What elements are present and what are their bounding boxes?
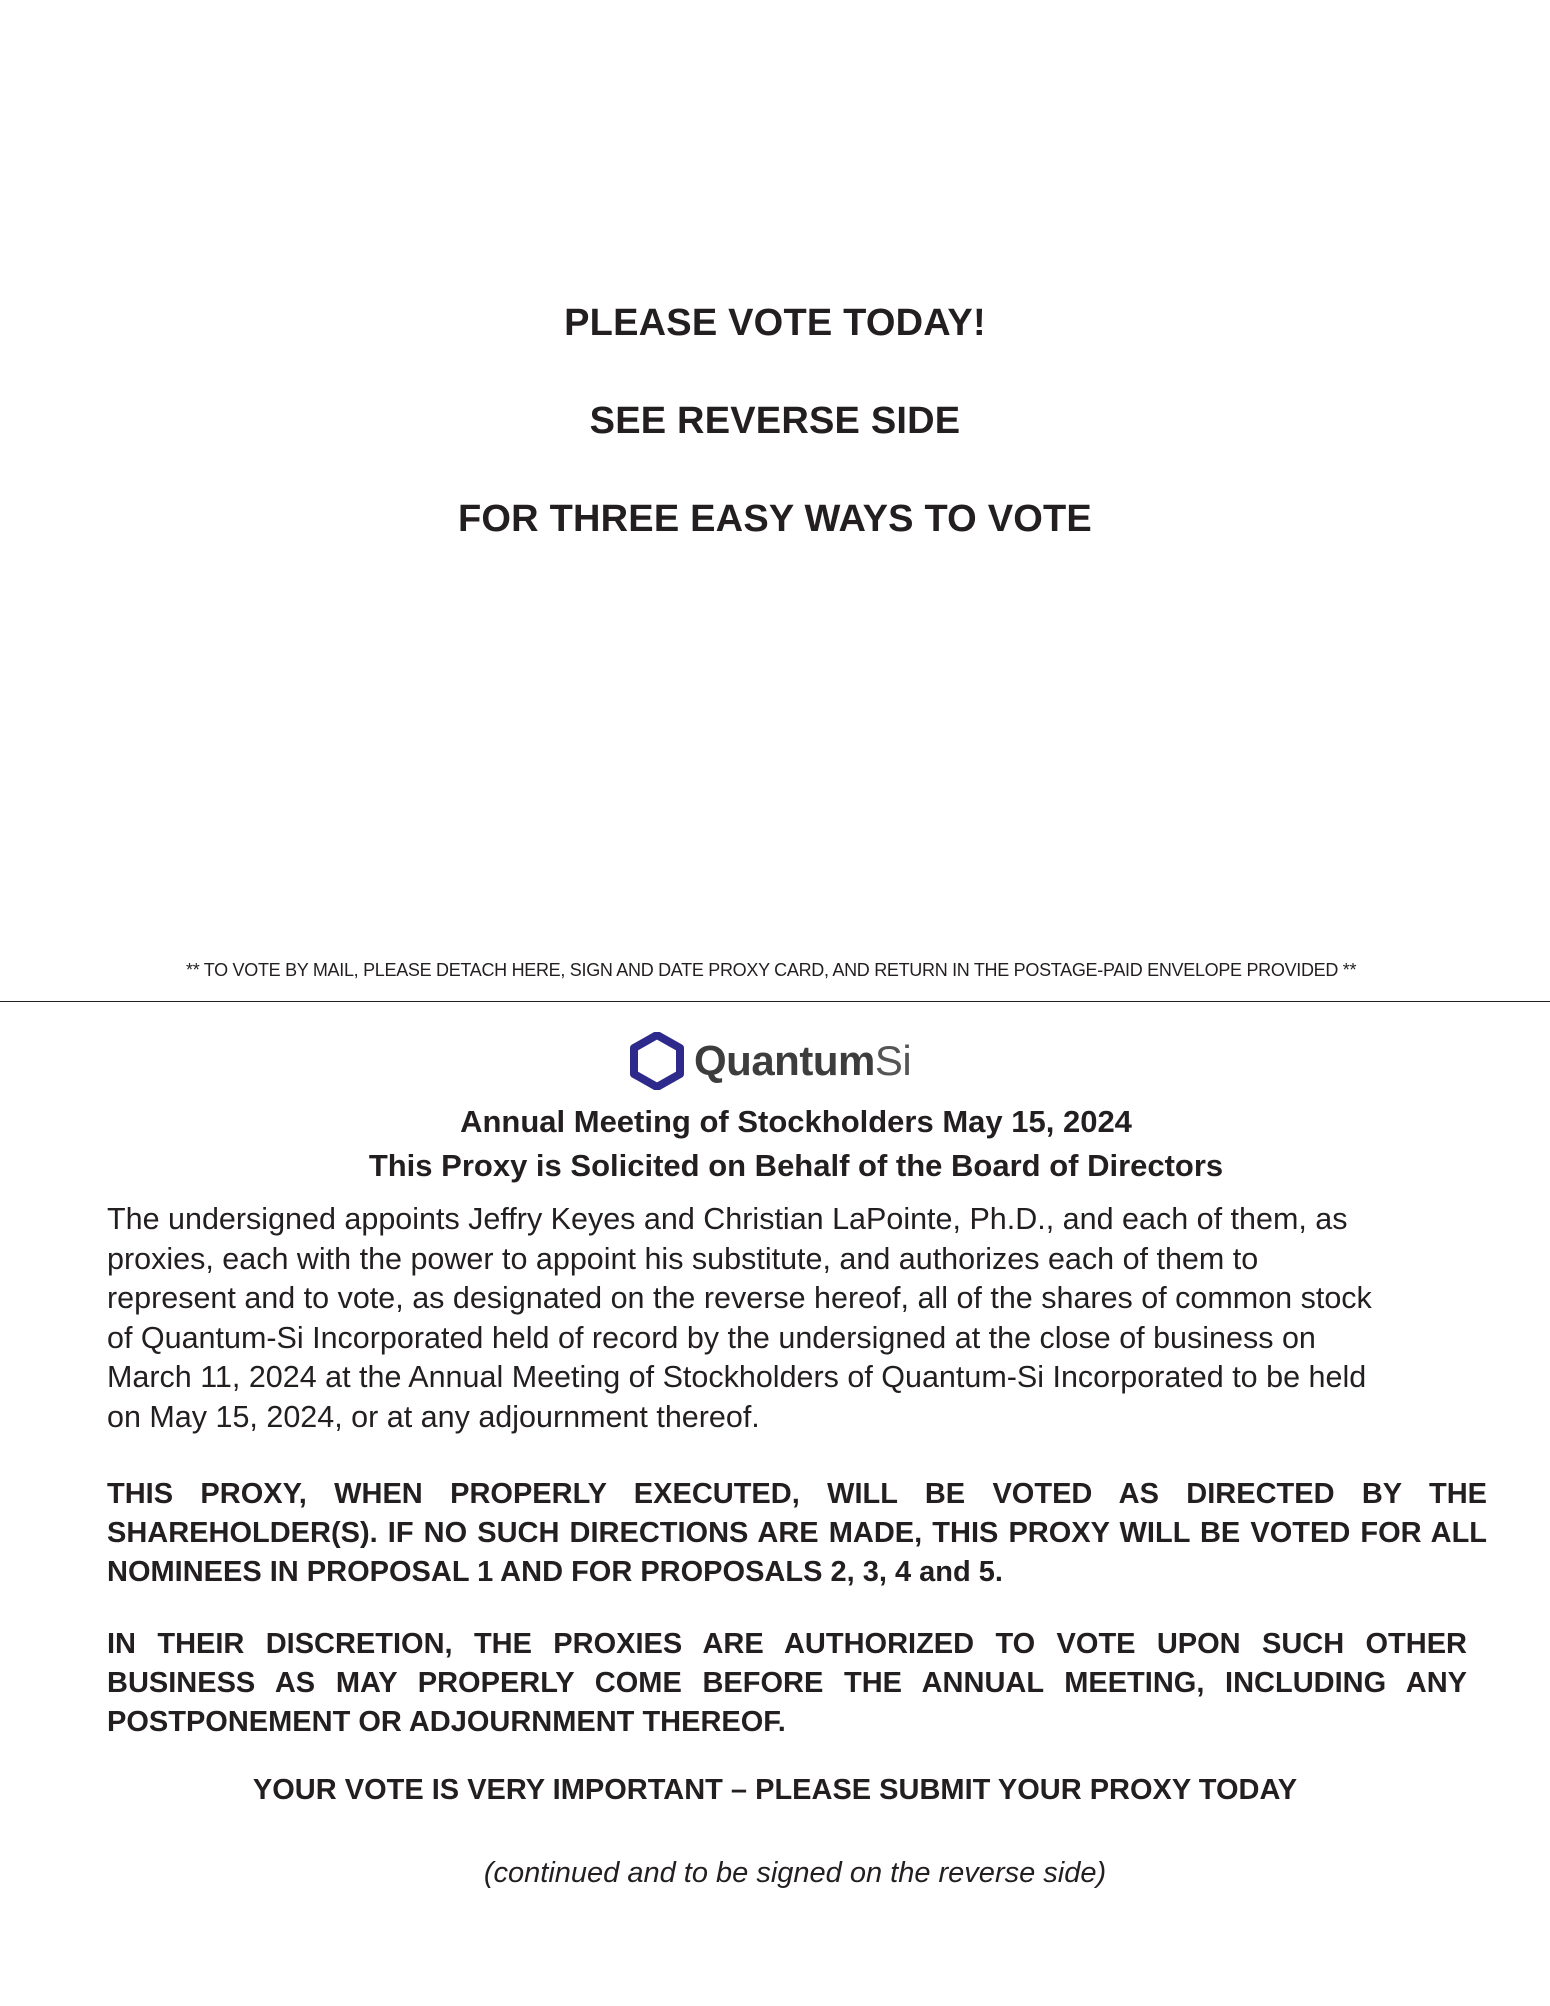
discretion-statement: IN THEIR DISCRETION, THE PROXIES ARE AUTHORIZED TO VOTE UPON SUCH OTHER BUSINESS AS MAY PROPERLY COME BEFORE THE ANNUAL MEETING, INCLUDING ANY POSTPONEMENT OR ADJOURNMENT THEREOF. <box>107 1628 1467 1738</box>
logo-wordmark-si: Si <box>874 1037 912 1084</box>
appointment-line: March 11, 2024 at the Annual Meeting of Stockholders of Quantum-Si Incorporated to be held <box>107 1360 1367 1394</box>
appointment-line: represent and to vote, as designated on the reverse hereof, all of the shares of common stock <box>107 1281 1372 1315</box>
appointment-line: proxies, each with the power to appoint his substitute, and authorizes each of them to <box>107 1241 1259 1276</box>
continued-note: (continued and to be signed on the reverse side) <box>483 1857 1107 1889</box>
logo-wordmark <box>694 1037 911 1085</box>
detach-line <box>0 1001 1550 1002</box>
please-vote-heading: PLEASE VOTE TODAY! <box>564 302 986 344</box>
proxy-solicited-subtitle: This Proxy is Solicited on Behalf of the Board of Directors <box>368 1148 1224 1183</box>
proxy-execution-statement: THIS PROXY, WHEN PROPERLY EXECUTED, WILL BE VOTED AS DIRECTED BY THE SHAREHOLDER(S). IF NO SUCH DIRECTIONS ARE MADE, THIS PROXY WILL BE VOTED FOR ALL NOMINEES IN PROPOSAL 1 AND FOR PROPOSALS 2, 3, 4 and 5. <box>107 1478 1487 1588</box>
appointment-line: on May 15, 2024, or at any adjournment thereof. <box>107 1399 760 1434</box>
hexagon-logo-icon <box>630 1032 684 1090</box>
appointment-line: The undersigned appoints Jeffry Keyes and Christian LaPointe, Ph.D., and each of them, as <box>107 1202 1348 1236</box>
appointment-line: of Quantum-Si Incorporated held of record by the undersigned at the close of business on <box>107 1320 1316 1355</box>
vote-important-notice: YOUR VOTE IS VERY IMPORTANT – PLEASE SUBMIT YOUR PROXY TODAY <box>252 1774 1298 1806</box>
appointment-paragraph <box>107 1200 1492 1437</box>
detach-instruction: ** TO VOTE BY MAIL, PLEASE DETACH HERE, SIGN AND DATE PROXY CARD, AND RETURN IN THE POSTAGE-PAID ENVELOPE PROVIDED ** <box>186 960 1357 980</box>
logo-wordmark-quantum: Quantum <box>694 1037 875 1084</box>
meeting-title: Annual Meeting of Stockholders May 15, 2024 <box>460 1104 1132 1139</box>
see-reverse-heading: SEE REVERSE SIDE <box>589 400 961 442</box>
three-ways-heading: FOR THREE EASY WAYS TO VOTE <box>458 498 1092 540</box>
quantum-si-logo <box>630 1030 911 1092</box>
